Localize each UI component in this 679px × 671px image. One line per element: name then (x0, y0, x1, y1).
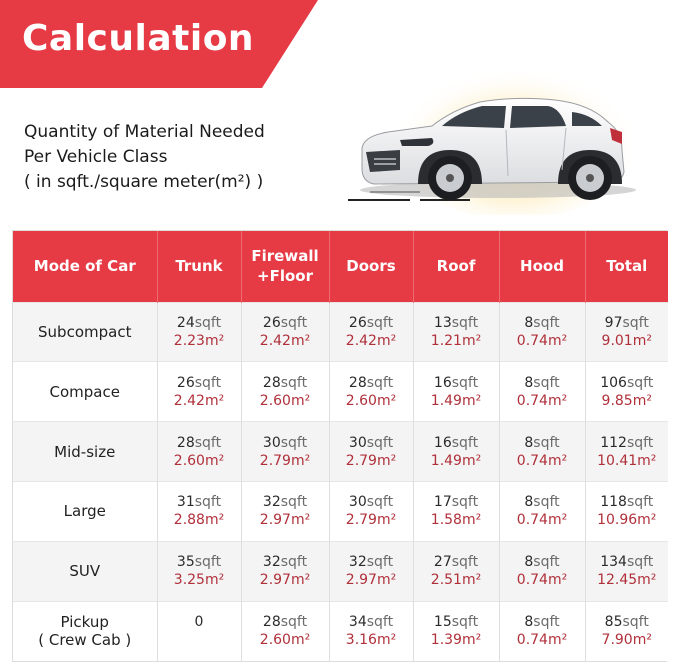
cell-total (585, 362, 668, 422)
white-car-image (340, 40, 640, 215)
square-meter-value: 0.74m² (516, 512, 568, 529)
header-doors: Doors (329, 231, 413, 302)
cell-hood (499, 422, 585, 482)
cell-trunk (157, 481, 241, 541)
cell-trunk (157, 362, 241, 422)
sqft-unit: sqft (280, 314, 308, 331)
cell-total (585, 601, 668, 661)
square-meter-value: 7.90m² (601, 632, 652, 649)
square-meter-value: 0.74m² (516, 332, 568, 349)
square-meter-value: 10.96m² (597, 512, 657, 529)
sqft-value: 8 (524, 374, 534, 391)
square-meter-value: 12.45m² (597, 572, 657, 589)
cell-total (585, 541, 668, 601)
cell-trunk (157, 601, 241, 661)
sqft-value: 134 (600, 554, 627, 571)
sqft-unit: sqft (366, 554, 394, 571)
cell-doors (329, 541, 413, 601)
cell-doors (329, 362, 413, 422)
sqft-value: 32 (262, 554, 281, 571)
cell-hood (499, 302, 585, 362)
square-meter-value: 1.49m² (430, 392, 482, 409)
square-meter-value: 2.97m² (259, 572, 311, 589)
cell-roof (413, 362, 499, 422)
sqft-unit: sqft (533, 314, 560, 331)
cell-roof (413, 601, 499, 661)
sqft-unit: sqft (194, 554, 222, 571)
subtitle-line-3: ( in sqft./square meter(m²) ) (24, 172, 264, 192)
sqft-unit: sqft (533, 554, 560, 571)
subtitle-line-2: Per Vehicle Class (24, 147, 168, 167)
row-mode-label: Subcompact (13, 302, 157, 362)
square-meter-value: 0.74m² (516, 572, 568, 589)
row-mode-label: Pickup ( Crew Cab ) (13, 601, 157, 661)
sqft-unit: sqft (533, 614, 560, 631)
sqft-unit: sqft (626, 554, 654, 571)
cell-firewall-floor (241, 302, 329, 362)
sqft-unit: sqft (451, 314, 479, 331)
square-meter-value: 2.51m² (430, 572, 482, 589)
sqft-value: 30 (348, 494, 367, 511)
sqft-unit: sqft (194, 314, 222, 331)
page-title: Calculation (22, 18, 255, 59)
sqft-value: 106 (600, 374, 627, 391)
square-meter-value: 1.39m² (430, 632, 482, 649)
sqft-value: 27 (433, 554, 452, 571)
subtitle-block (24, 120, 344, 195)
sqft-value: 28 (262, 374, 281, 391)
square-meter-value: 2.60m² (173, 452, 225, 469)
header-roof: Roof (413, 231, 499, 302)
sqft-value: 28 (176, 434, 195, 451)
cell-total (585, 422, 668, 482)
square-meter-value: 2.23m² (173, 332, 225, 349)
sqft-value: 26 (176, 374, 195, 391)
square-meter-value: 2.88m² (173, 512, 225, 529)
material-table (12, 230, 667, 662)
square-meter-value: 1.49m² (430, 452, 482, 469)
cell-firewall-floor (241, 541, 329, 601)
subtitle-line-1: Quantity of Material Needed (24, 122, 265, 142)
sqft-unit: sqft (622, 314, 649, 331)
table-row (13, 541, 668, 601)
cell-roof (413, 302, 499, 362)
row-mode-label: Compace (13, 362, 157, 422)
square-meter-value: 3.25m² (173, 572, 225, 589)
cell-total (585, 302, 668, 362)
sqft-value: 34 (348, 614, 367, 631)
sqft-unit: sqft (451, 494, 479, 511)
sqft-value: 30 (348, 434, 367, 451)
sqft-value: 118 (600, 494, 627, 511)
square-meter-value: 0.74m² (516, 452, 568, 469)
square-meter-value: 2.42m² (345, 332, 397, 349)
sqft-value: 26 (262, 314, 281, 331)
square-meter-value: 0.74m² (516, 632, 568, 649)
square-meter-value: 1.21m² (430, 332, 482, 349)
sqft-value: 26 (348, 314, 367, 331)
square-meter-value: 2.97m² (345, 572, 397, 589)
sqft-value: 31 (176, 494, 195, 511)
square-meter-value: 2.42m² (259, 332, 311, 349)
sqft-value: 0 (194, 614, 204, 631)
sqft-value: 8 (524, 434, 534, 451)
sqft-unit: sqft (280, 494, 308, 511)
sqft-unit: sqft (366, 314, 394, 331)
table-row (13, 362, 668, 422)
cell-firewall-floor (241, 481, 329, 541)
sqft-unit: sqft (533, 374, 560, 391)
row-mode-label: SUV (13, 541, 157, 601)
sqft-value: 24 (176, 314, 195, 331)
square-meter-value: 2.79m² (259, 452, 311, 469)
cell-doors (329, 601, 413, 661)
cell-firewall-floor (241, 362, 329, 422)
square-meter-value: 3.16m² (345, 632, 397, 649)
square-meter-value: 2.42m² (173, 392, 225, 409)
header-firewall-floor: Firewall +Floor (241, 231, 329, 302)
table-row (13, 302, 668, 362)
square-meter-value: 1.58m² (430, 512, 482, 529)
header-total: Total (585, 231, 668, 302)
sqft-unit: sqft (366, 434, 394, 451)
sqft-unit: sqft (194, 434, 222, 451)
table-row (13, 481, 668, 541)
sqft-value: 17 (433, 494, 452, 511)
sqft-value: 112 (600, 434, 627, 451)
cell-roof (413, 541, 499, 601)
cell-total (585, 481, 668, 541)
cell-roof (413, 422, 499, 482)
sqft-unit: sqft (533, 434, 560, 451)
header-trunk: Trunk (157, 231, 241, 302)
sqft-unit: sqft (626, 434, 654, 451)
cell-hood (499, 541, 585, 601)
sqft-unit: sqft (194, 374, 222, 391)
sqft-value: 15 (433, 614, 452, 631)
cell-firewall-floor (241, 601, 329, 661)
sqft-value: 28 (348, 374, 367, 391)
sqft-unit: sqft (451, 554, 479, 571)
header-mode-of-car: Mode of Car (13, 231, 157, 302)
sqft-unit: sqft (451, 434, 479, 451)
sqft-value: 13 (433, 314, 452, 331)
cell-doors (329, 422, 413, 482)
cell-trunk (157, 422, 241, 482)
square-meter-value: 2.79m² (345, 512, 397, 529)
sqft-value: 16 (433, 374, 452, 391)
row-mode-label: Large (13, 481, 157, 541)
sqft-value: 8 (524, 314, 534, 331)
sqft-unit: sqft (626, 494, 654, 511)
square-meter-value: 2.79m² (345, 452, 397, 469)
sqft-value: 97 (604, 314, 623, 331)
square-meter-value: 9.01m² (601, 332, 652, 349)
sqft-unit: sqft (533, 494, 560, 511)
sqft-unit: sqft (280, 374, 308, 391)
sqft-value: 8 (524, 494, 534, 511)
cell-trunk (157, 541, 241, 601)
sqft-unit: sqft (366, 494, 394, 511)
square-meter-value: 2.60m² (259, 632, 311, 649)
table-row (13, 422, 668, 482)
cell-hood (499, 481, 585, 541)
row-mode-label: Mid-size (13, 422, 157, 482)
cell-firewall-floor (241, 422, 329, 482)
sqft-unit: sqft (280, 434, 308, 451)
sqft-value: 32 (348, 554, 367, 571)
cell-doors (329, 302, 413, 362)
square-meter-value: 2.60m² (345, 392, 397, 409)
sqft-value: 8 (524, 554, 534, 571)
sqft-unit: sqft (366, 614, 394, 631)
sqft-value: 28 (262, 614, 281, 631)
sqft-unit: sqft (366, 374, 394, 391)
sqft-unit: sqft (280, 554, 308, 571)
header-hood: Hood (499, 231, 585, 302)
cell-trunk (157, 302, 241, 362)
cell-doors (329, 481, 413, 541)
square-meter-value: 0.74m² (516, 392, 568, 409)
sqft-unit: sqft (194, 494, 222, 511)
sqft-value: 30 (262, 434, 281, 451)
table-row (13, 601, 668, 661)
square-meter-value: 2.97m² (259, 512, 311, 529)
table-header-row (13, 231, 668, 302)
sqft-value: 85 (604, 614, 623, 631)
sqft-unit: sqft (280, 614, 308, 631)
sqft-unit: sqft (622, 614, 649, 631)
square-meter-value: 10.41m² (597, 452, 657, 469)
sqft-value: 8 (524, 614, 534, 631)
cell-roof (413, 481, 499, 541)
car-illustration (340, 40, 640, 215)
sqft-unit: sqft (626, 374, 654, 391)
sqft-unit: sqft (451, 614, 479, 631)
square-meter-value: 2.60m² (259, 392, 311, 409)
square-meter-value: 9.85m² (601, 392, 652, 409)
sqft-value: 16 (433, 434, 452, 451)
sqft-value: 32 (262, 494, 281, 511)
cell-hood (499, 362, 585, 422)
cell-hood (499, 601, 585, 661)
sqft-unit: sqft (451, 374, 479, 391)
sqft-value: 35 (176, 554, 195, 571)
